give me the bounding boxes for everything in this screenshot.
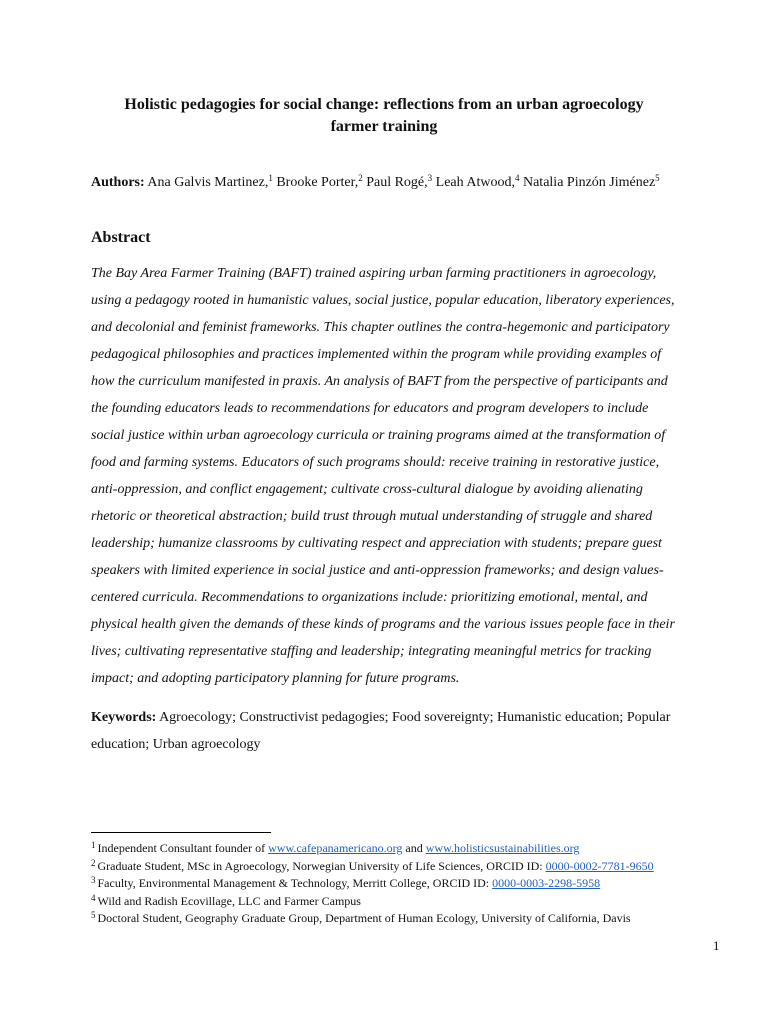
abstract-line: impact; and adopting participatory planning for future programs. bbox=[91, 671, 460, 686]
abstract-line: rhetoric or theoretical abstraction; build trust through mutual understanding of struggle and shared bbox=[91, 509, 653, 524]
footnote-text: Doctoral Student, Geography Graduate Group, Department of Human Ecology, University of California, Davis bbox=[97, 911, 631, 925]
abstract-line: anti-oppression, and conflict engagement; cultivate cross-cultural dialogue by avoiding alienating bbox=[91, 482, 643, 497]
website-link[interactable]: www.cafepanamericano.org bbox=[268, 841, 403, 855]
footnote-number: 2 bbox=[91, 857, 96, 868]
author-name: Paul Rogé, bbox=[366, 175, 428, 190]
author-name: Leah Atwood, bbox=[435, 175, 515, 190]
author-name: Natalia Pinzón Jiménez bbox=[522, 175, 656, 190]
footnote-text: Independent Consultant founder of bbox=[97, 841, 269, 855]
author-name: Ana Galvis Martinez, bbox=[147, 175, 269, 190]
author-affiliation-marker: 1 bbox=[268, 173, 273, 183]
footnote-text: Wild and Radish Ecovillage, LLC and Farmer Campus bbox=[97, 893, 361, 908]
author-list bbox=[91, 173, 731, 193]
author-affiliation-marker: 5 bbox=[655, 173, 660, 183]
paper-title bbox=[60, 94, 708, 138]
abstract-line: pedagogical philosophies and practices implemented within the program while providing examples of bbox=[91, 347, 662, 362]
orcid-link[interactable]: 0000-0002-7781-9650 bbox=[545, 858, 654, 873]
authors-label: Authors: bbox=[91, 175, 145, 190]
footnotes bbox=[91, 840, 731, 928]
keywords-section bbox=[91, 704, 723, 758]
footnote-text: and bbox=[402, 841, 426, 855]
footnote-3 bbox=[91, 875, 731, 893]
author-name: Brooke Porter, bbox=[276, 175, 359, 190]
abstract-line: The Bay Area Farmer Training (BAFT) trained aspiring urban farming practitioners in agroecology, bbox=[91, 266, 657, 281]
title-line-1: Holistic pedagogies for social change: reflections from an urban agroecology bbox=[124, 96, 644, 113]
footnote-separator bbox=[91, 832, 271, 833]
abstract-line: lives; cultivating representative staffing and leadership; integrating meaningful metrics for tracking bbox=[91, 644, 652, 659]
footnote-5 bbox=[91, 910, 731, 928]
keywords-line-2: education; Urban agroecology bbox=[91, 737, 261, 752]
abstract-line: leadership; humanize classrooms by cultivating respect and appreciation with students; prepare guest bbox=[91, 536, 662, 551]
footnote-number: 4 bbox=[91, 892, 96, 903]
abstract-body bbox=[91, 260, 723, 692]
footnote-text: Faculty, Environmental Management & Technology, Merritt College, ORCID ID: bbox=[97, 876, 493, 890]
abstract-line: physical health given the demands of these kinds of programs and the various issues people face in their bbox=[91, 617, 675, 632]
footnote-number: 3 bbox=[91, 875, 96, 885]
abstract-line: using a pedagogy rooted in humanistic values, social justice, popular education, liberatory experiences, bbox=[91, 293, 675, 308]
footnote-1 bbox=[91, 840, 731, 858]
abstract-line: centered curricula. Recommendations to organizations include: prioritizing emotional, mental, and bbox=[91, 590, 648, 605]
abstract-line: the founding educators leads to recommendations for educators and program developers to include bbox=[91, 401, 649, 416]
abstract-line: food and farming systems. Educators of such programs should: receive training in restorative justice, bbox=[91, 455, 660, 470]
keywords-label: Keywords: bbox=[91, 710, 157, 725]
author-affiliation-marker: 3 bbox=[427, 173, 433, 183]
footnote-number: 1 bbox=[91, 840, 96, 850]
abstract-line: speakers with limited experience in social justice and anti-oppression frameworks; and design values- bbox=[91, 563, 664, 578]
abstract-heading: Abstract bbox=[91, 229, 151, 246]
title-line-2: farmer training bbox=[330, 118, 438, 135]
abstract-line: social justice within urban agroecology curricula or training programs aimed at the transformation of bbox=[91, 428, 666, 443]
author-affiliation-marker: 4 bbox=[514, 173, 520, 183]
footnote-text: Graduate Student, MSc in Agroecology, Norwegian University of Life Sciences, ORCID ID: bbox=[97, 858, 546, 873]
author-affiliation-marker: 2 bbox=[358, 173, 363, 183]
keywords-text: Agroecology; Constructivist pedagogies; Food sovereignty; Humanistic education; Popular bbox=[159, 710, 671, 725]
website-link[interactable]: www.holisticsustainabilities.org bbox=[425, 841, 580, 855]
orcid-link[interactable]: 0000-0003-2298-5958 bbox=[492, 876, 601, 890]
abstract-line: how the curriculum manifested in praxis. An analysis of BAFT from the perspective of participants and bbox=[91, 374, 668, 389]
footnote-4 bbox=[91, 893, 731, 911]
footnote-2 bbox=[91, 858, 731, 876]
footnote-number: 5 bbox=[91, 910, 96, 920]
page-number: 1 bbox=[713, 938, 720, 953]
abstract-line: and decolonial and feminist frameworks. This chapter outlines the contra-hegemonic and participatory bbox=[91, 320, 670, 335]
keywords-line-1 bbox=[91, 704, 723, 731]
